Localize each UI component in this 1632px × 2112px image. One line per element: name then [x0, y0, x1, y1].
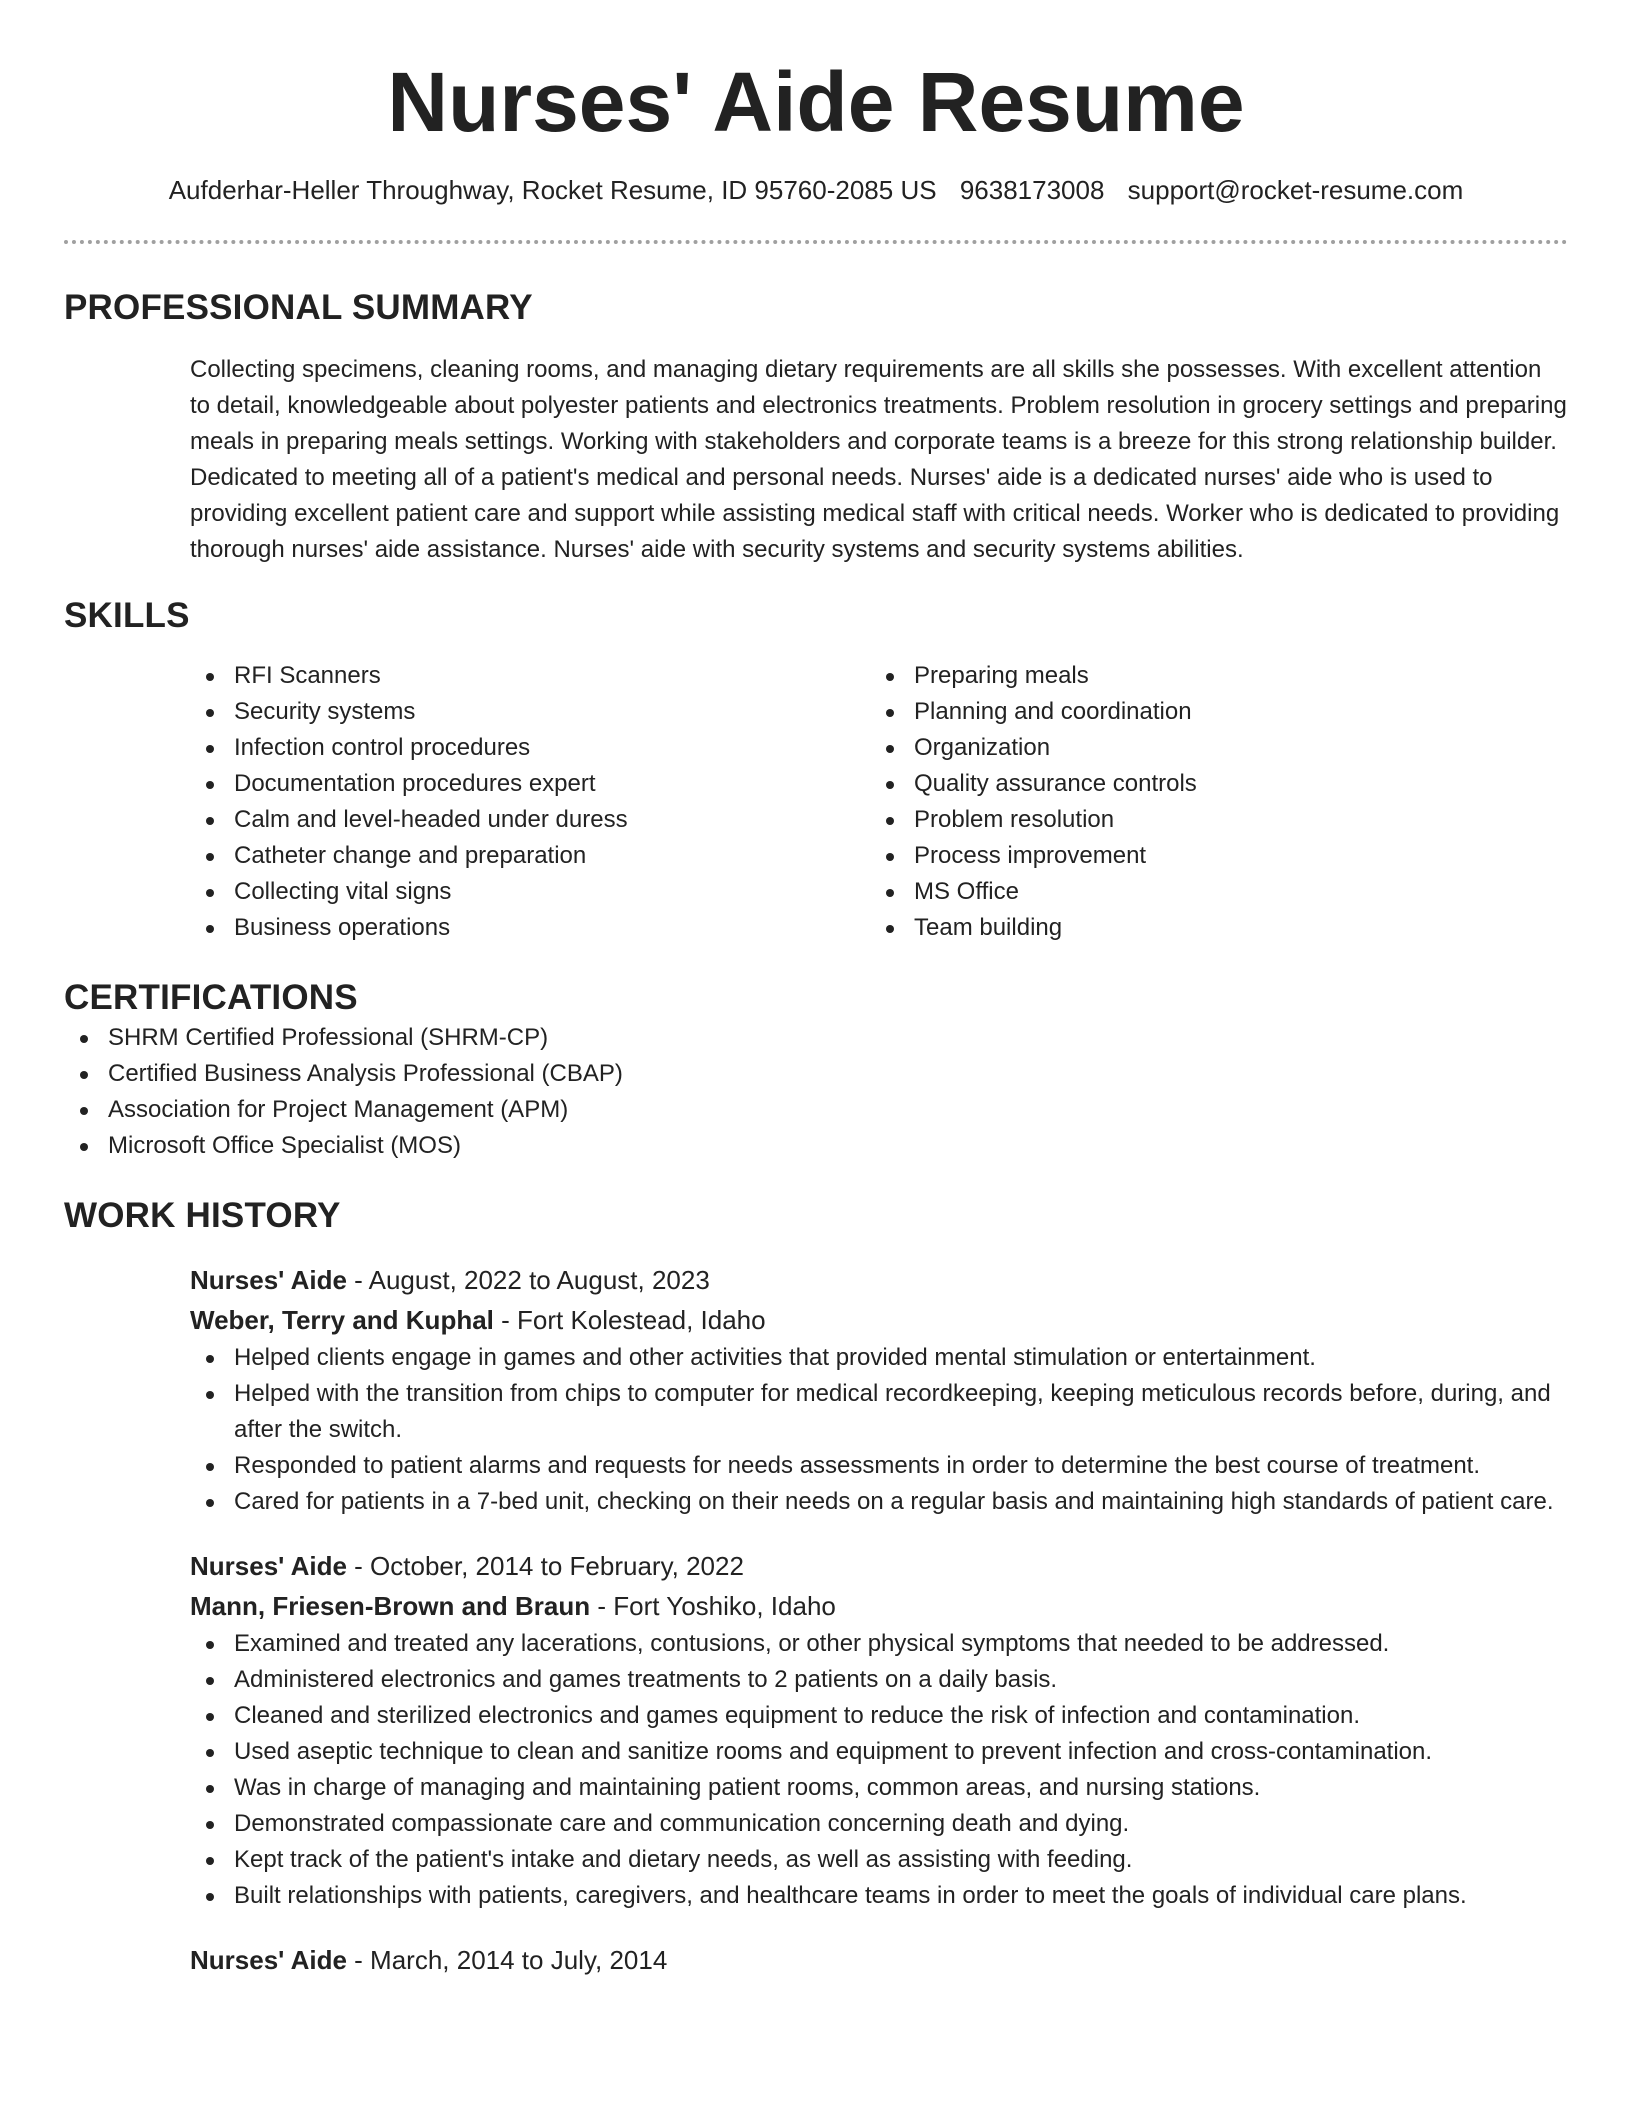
- skill-item: Documentation procedures expert: [190, 766, 870, 802]
- job-dates: - March, 2014 to July, 2014: [346, 1945, 668, 1975]
- contact-line: [64, 172, 1568, 208]
- work-history-heading: WORK HISTORY: [64, 1196, 341, 1235]
- resume-title: Nurses' Aide Resume: [387, 55, 1245, 149]
- job-dates: - October, 2014 to February, 2022: [346, 1551, 744, 1581]
- summary-text: Collecting specimens, cleaning rooms, and managing dietary requirements are all skills she possesses. With excellent attention to detail, knowledgeable about polyester patients and electronics treatments. Problem resolution in grocery settings and preparing meals in preparing meals settings. Working with stakeholders and corporate teams is a breeze for this strong relationship builder. Dedicated to meeting all of a patient's medical and personal needs. Nurses' aide is a dedicated nurses' aide who is used to providing excellent patient care and support while assisting medical staff with critical needs. Worker who is dedicated to providing thorough nurses' aide assistance. Nurses' aide with security systems and security systems abilities.: [190, 356, 1567, 563]
- skills-section: [64, 594, 1568, 946]
- job-title: Nurses' Aide: [190, 1551, 347, 1581]
- job-location: - Fort Yoshiko, Idaho: [590, 1591, 836, 1621]
- skills-column-right: [870, 658, 1550, 946]
- job-dates: - August, 2022 to August, 2023: [346, 1265, 710, 1295]
- job-employer-line: [190, 1300, 1568, 1340]
- job-duty-item: Was in charge of managing and maintaining patient rooms, common areas, and nursing stations.: [190, 1770, 1568, 1806]
- job-entry: [190, 1260, 1568, 1520]
- contact-address: Aufderhar-Heller Throughway, Rocket Resume, ID 95760-2085 US: [168, 175, 937, 205]
- certifications-section: [64, 976, 1568, 1164]
- contact-phone: 9638173008: [959, 175, 1105, 205]
- skill-item: Security systems: [190, 694, 870, 730]
- certification-item: Association for Project Management (APM): [64, 1092, 1568, 1128]
- contact-email: support@rocket-resume.com: [1127, 175, 1464, 205]
- job-duty-item: Helped with the transition from chips to computer for medical recordkeeping, keeping meticulous records before, during, and after the switch.: [190, 1376, 1568, 1448]
- job-entry: [190, 1940, 1568, 1980]
- job-location: - Fort Kolestead, Idaho: [493, 1305, 766, 1335]
- skill-item: Infection control procedures: [190, 730, 870, 766]
- job-duty-item: Responded to patient alarms and requests for needs assessments in order to determine the best course of treatment.: [190, 1448, 1568, 1484]
- job-employer-line: [190, 1586, 1568, 1626]
- skill-item: Preparing meals: [870, 658, 1550, 694]
- skills-heading: SKILLS: [64, 596, 190, 635]
- job-duty-item: Cared for patients in a 7-bed unit, checking on their needs on a regular basis and maintaining high standards of patient care.: [190, 1484, 1568, 1520]
- resume-page: [64, 0, 1568, 1980]
- job-title: Nurses' Aide: [190, 1265, 347, 1295]
- job-duty-item: Demonstrated compassionate care and communication concerning death and dying.: [190, 1806, 1568, 1842]
- job-duty-item: Built relationships with patients, caregivers, and healthcare teams in order to meet the goals of individual care plans.: [190, 1878, 1568, 1914]
- job-duties-list: [190, 1340, 1568, 1520]
- skill-item: Problem resolution: [870, 802, 1550, 838]
- job-title-line: [190, 1940, 1568, 1980]
- job-title-line: [190, 1546, 1568, 1586]
- skill-item: Collecting vital signs: [190, 874, 870, 910]
- certification-item: Certified Business Analysis Professional (CBAP): [64, 1056, 1568, 1092]
- skill-item: Team building: [870, 910, 1550, 946]
- job-title-line: [190, 1260, 1568, 1300]
- skill-item: RFI Scanners: [190, 658, 870, 694]
- job-duty-item: Used aseptic technique to clean and sanitize rooms and equipment to prevent infection and cross-contamination.: [190, 1734, 1568, 1770]
- certification-item: SHRM Certified Professional (SHRM-CP): [64, 1020, 1568, 1056]
- skill-item: Organization: [870, 730, 1550, 766]
- certifications-list: [64, 1020, 1568, 1164]
- job-entry: [190, 1546, 1568, 1914]
- work-history-section: [64, 1194, 1568, 1980]
- skill-item: Process improvement: [870, 838, 1550, 874]
- job-title: Nurses' Aide: [190, 1945, 347, 1975]
- job-employer: Weber, Terry and Kuphal: [190, 1305, 494, 1335]
- certifications-heading: CERTIFICATIONS: [64, 978, 358, 1017]
- header-divider: [64, 240, 1568, 244]
- job-duty-item: Administered electronics and games treatments to 2 patients on a daily basis.: [190, 1662, 1568, 1698]
- summary-heading: PROFESSIONAL SUMMARY: [64, 288, 533, 327]
- skill-item: Calm and level-headed under duress: [190, 802, 870, 838]
- job-duty-item: Cleaned and sterilized electronics and games equipment to reduce the risk of infection and contamination.: [190, 1698, 1568, 1734]
- job-duty-item: Kept track of the patient's intake and dietary needs, as well as assisting with feeding.: [190, 1842, 1568, 1878]
- skill-item: Planning and coordination: [870, 694, 1550, 730]
- job-duties-list: [190, 1626, 1568, 1914]
- skills-column-left: [190, 658, 870, 946]
- skill-item: Catheter change and preparation: [190, 838, 870, 874]
- job-employer: Mann, Friesen-Brown and Braun: [190, 1591, 591, 1621]
- skill-item: Business operations: [190, 910, 870, 946]
- certification-item: Microsoft Office Specialist (MOS): [64, 1128, 1568, 1164]
- skills-grid: [190, 658, 1568, 946]
- summary-section: [64, 286, 1568, 568]
- skills-list-right: [870, 658, 1550, 946]
- skill-item: MS Office: [870, 874, 1550, 910]
- skill-item: Quality assurance controls: [870, 766, 1550, 802]
- job-duty-item: Helped clients engage in games and other activities that provided mental stimulation or entertainment.: [190, 1340, 1568, 1376]
- job-duty-item: Examined and treated any lacerations, contusions, or other physical symptoms that needed to be addressed.: [190, 1626, 1568, 1662]
- skills-list-left: [190, 658, 870, 946]
